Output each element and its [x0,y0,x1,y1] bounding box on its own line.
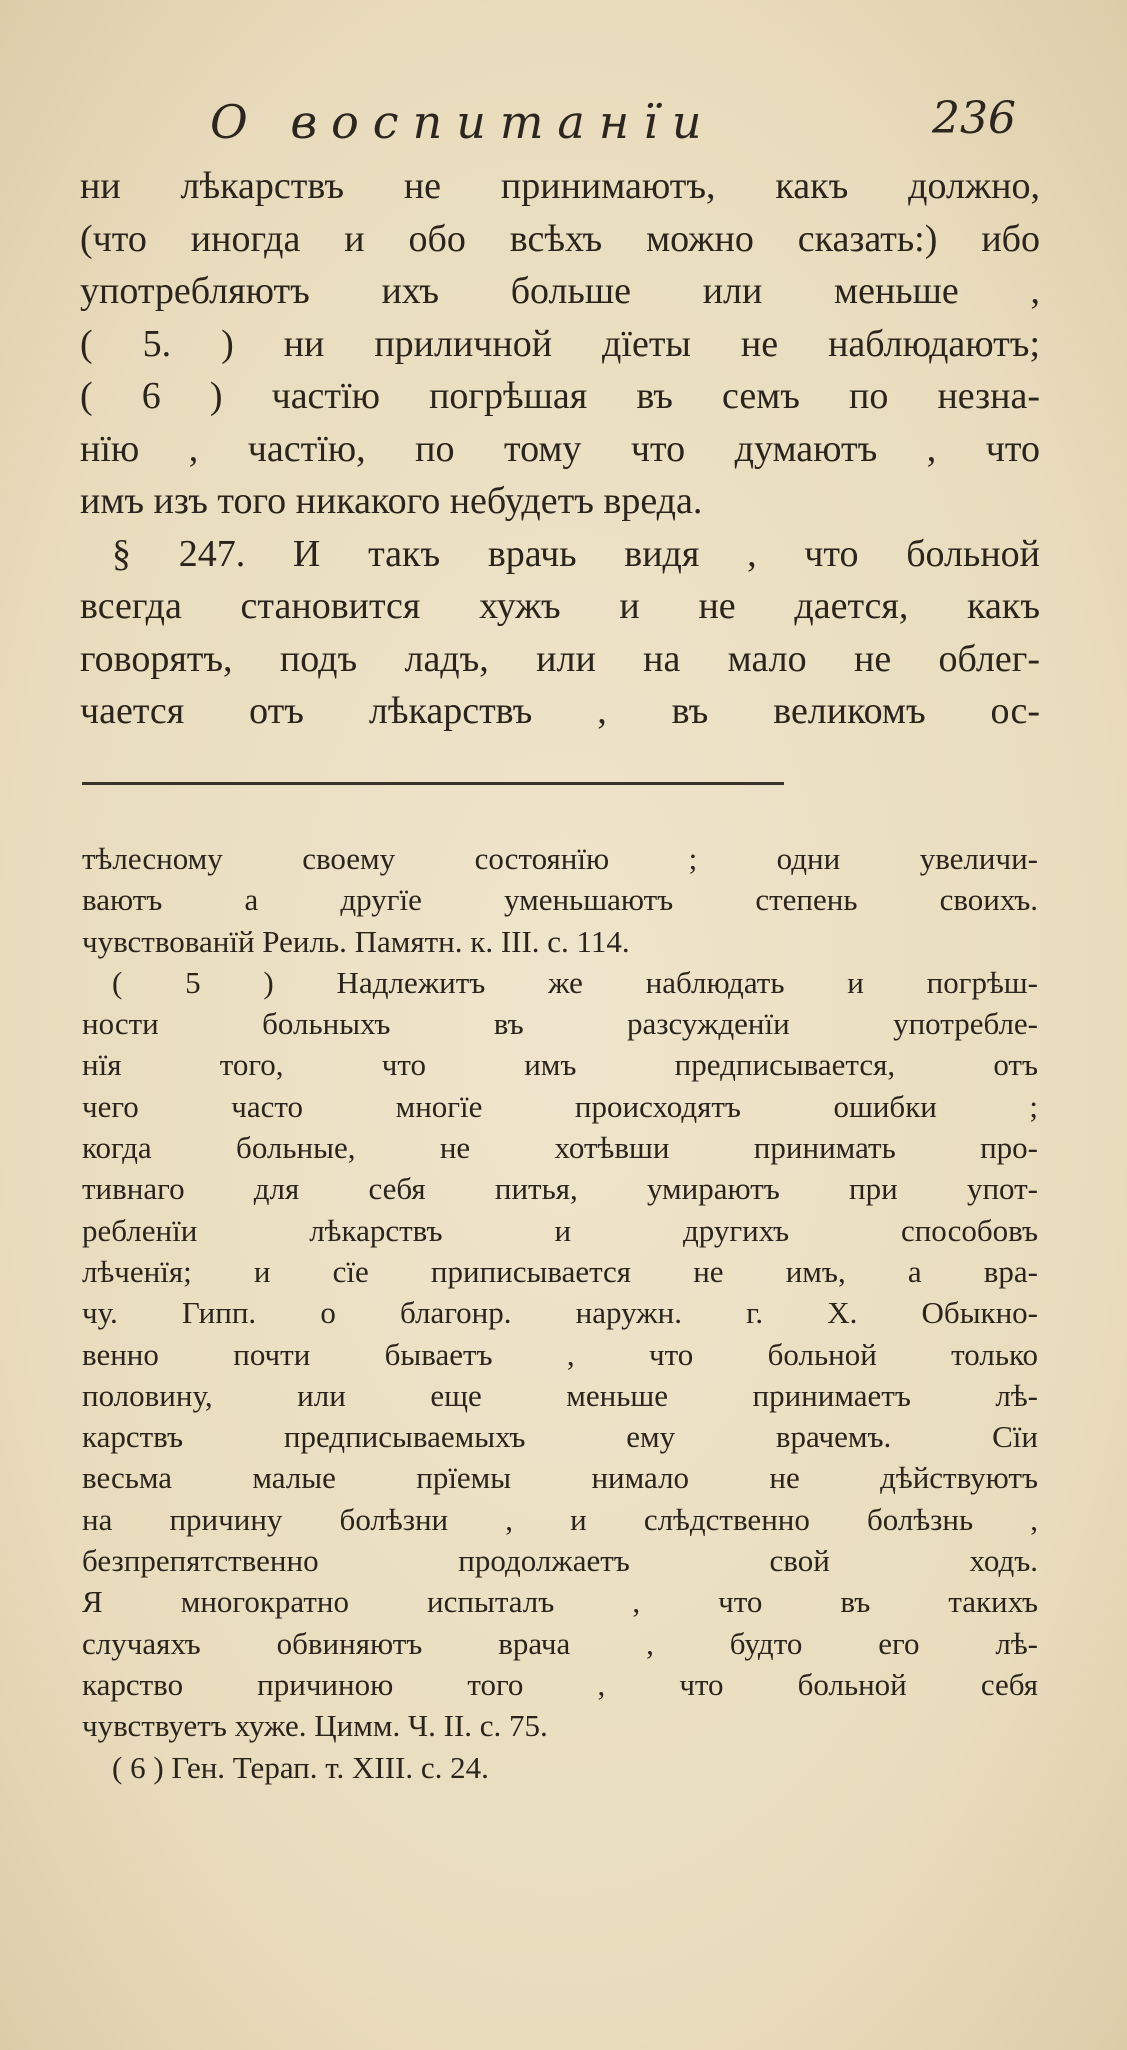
main-text-block [80,160,1040,738]
page-number: 236 [932,93,1016,144]
paragraph-start-line: § 247. И такъ врачь видя , что больной [112,532,1040,575]
footnote-line: чувствуетъ хуже. Цимм. Ч. II. с. 75. [82,1708,548,1744]
main-text-line: ни лѣкарствъ не принимаютъ, какъ должно, [80,165,1040,207]
footnote-line: когда больные, не хотѣвши принимать про- [82,1130,1038,1166]
main-text-line: имъ изъ того никакого небудетъ вреда. [80,480,703,522]
footnote-line: карствъ предписываемыхъ ему врачемъ. Сїи [82,1419,1038,1455]
footnote-line: венно почти бываетъ , что больной только [82,1336,1038,1372]
footnote-line: безпрепятственно продолжаетъ свой ходъ. [82,1543,1038,1579]
footnote-line: лѣченїя; и сїе приписывается не имъ, а вра- [82,1253,1038,1289]
main-text-line: ( 6 ) частїю погрѣшая въ семъ по незна- [80,375,1040,417]
main-text-line: говорятъ, подъ ладъ, или на мало не облег- [80,637,1040,680]
main-text-line: употребляютъ ихъ больше или меньше , [80,270,1040,312]
footnote-line: чу. Гипп. о благонр. наружн. г. X. Обыкно- [82,1295,1038,1331]
main-text-line: (что иногда и обо всѣхъ можно сказать:) ибо [80,217,1040,260]
running-title: О воспитанїи [210,95,716,149]
main-text-line: чается отъ лѣкарствъ , въ великомъ ос- [80,690,1040,732]
main-text-line: всегда становится хужъ и не дается, какъ [80,585,1040,627]
footnote-line: Я многократно испыталъ , что въ такихъ [82,1584,1038,1620]
footnote-line: весьма малые прїемы нимало не дѣйствуютъ [82,1460,1038,1496]
footnote-line: ности больныхъ въ разсужденїи употребле- [82,1006,1038,1042]
main-text-line: ( 5. ) ни приличной дїеты не наблюдаютъ; [80,322,1040,365]
footnote-line: на причину болѣзни , и слѣдственно болѣзнь , [82,1501,1038,1537]
footnote-line: ребленїи лѣкарствъ и другихъ способовъ [82,1212,1038,1248]
main-text-line: нїю , частїю, по тому что думаютъ , что [80,427,1040,470]
footnote-6: ( 6 ) Ген. Терап. т. XIII. с. 24. [112,1749,489,1785]
footnote-5-start: ( 5 ) Надлежитъ же наблюдать и погрѣш- [112,964,1038,1000]
footnote-line: карство причиною того , что больной себя [82,1666,1038,1702]
page-header [210,95,1060,155]
footnote-line: чувствованїй Реиль. Памятн. к. III. с. 114. [82,923,630,959]
footnote-separator-rule [82,782,784,785]
footnote-line: половину, или еще меньше принимаетъ лѣ- [82,1377,1038,1413]
footnote-line: чего часто многїе происходятъ ошибки ; [82,1088,1038,1124]
footnotes-block [82,838,1038,1788]
footnote-line: нїя того, что имъ предписывается, отъ [82,1047,1038,1083]
footnote-line: случаяхъ обвиняютъ врача , будто его лѣ- [82,1625,1038,1661]
footnote-line: тѣлесному своему состоянїю ; одни увеличи- [82,841,1038,876]
footnote-line: тивнаго для себя питья, умираютъ при упот- [82,1171,1038,1207]
footnote-line: ваютъ а другїе уменьшаютъ степень своихъ. [82,882,1038,918]
